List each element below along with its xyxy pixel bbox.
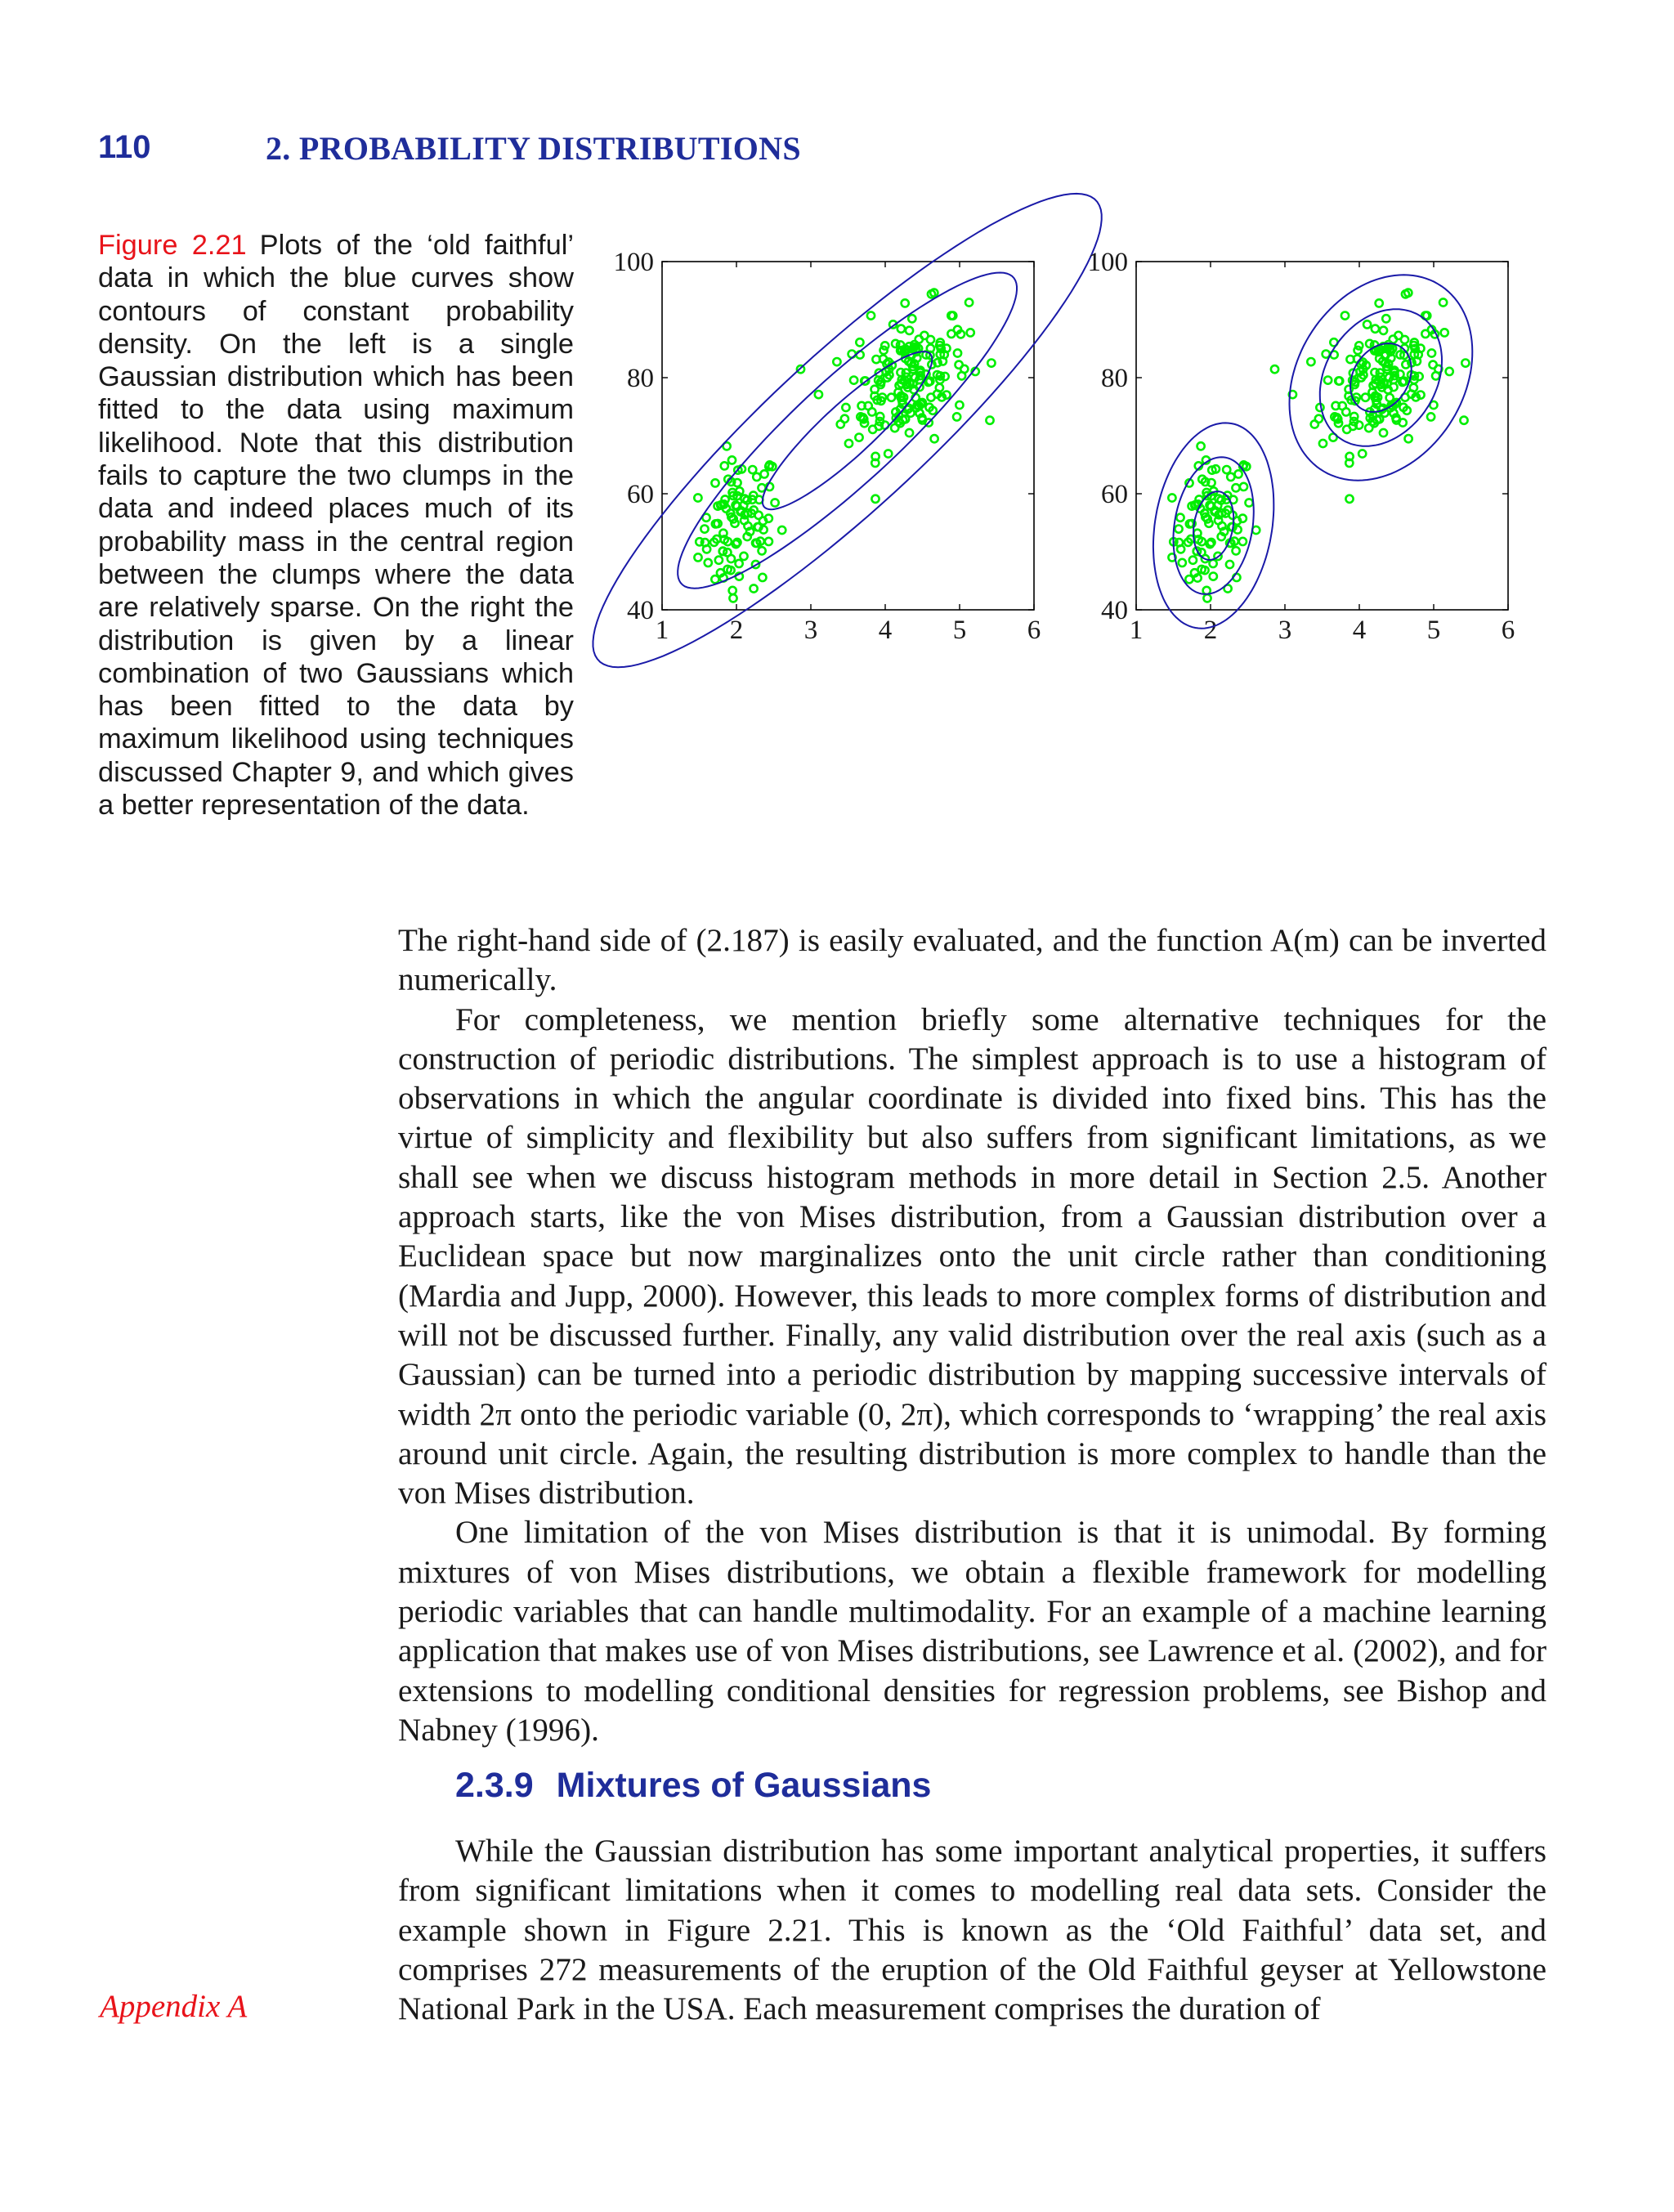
plot-mixture-gaussians-svg	[1079, 249, 1520, 674]
x-tick-label: 4	[878, 616, 893, 645]
x-tick-label: 3	[1278, 616, 1292, 645]
body-text-main	[398, 921, 1546, 1750]
x-tick-label: 4	[1352, 616, 1367, 645]
x-tick-label: 6	[1501, 616, 1515, 645]
x-tick-label: 1	[655, 616, 669, 645]
y-tick-label: 60	[1101, 480, 1128, 509]
running-head: 2. PROBABILITY DISTRIBUTIONS	[266, 130, 801, 167]
section-title: Mixtures of Gaussians	[556, 1766, 932, 1805]
section-heading	[455, 1766, 931, 1806]
x-tick-label: 2	[1203, 616, 1218, 645]
section-body	[398, 1832, 1546, 2029]
y-tick-label: 40	[1101, 596, 1128, 625]
y-tick-label: 100	[613, 248, 654, 277]
section-paragraph: While the Gaussian distribution has some important analytical properties, it suffers from significant limitations when it comes to modelling real data sets. Consider the example shown in Figure 2.21. This is known as the ‘Old Faithful’ data set, and comprises 272 measurements of the eruption of the Old Faithful geyser at Yellowstone National Park in the USA. Each measurement comprises the duration of	[398, 1834, 1546, 2027]
x-tick-label: 2	[729, 616, 744, 645]
y-tick-label: 40	[627, 596, 654, 625]
paragraph-1: The right-hand side of (2.187) is easily evaluated, and the function A(m) can be inverted numerically.	[398, 923, 1546, 998]
paragraph-2: For completeness, we mention briefly some alternative techniques for the construction of periodic distributions. The simplest approach is to use a histogram of observations in which the angular coordinate is divided into fixed bins. This has the virtue of simplicity and flexibility but also suffers from significant limitations, as we shall see when we discuss histogram methods in more detail in Section 2.5. Another approach starts, like the von Mises distribution, from a Gaussian distribution over a Euclidean space but now marginalizes onto the unit circle rather than conditioning (Mardia and Jupp, 2000). However, this leads to more complex forms of distribution and will not be discussed further. Finally, any valid distribution over the real axis (such as a Gaussian) can be turned into a periodic distribution by mapping successive intervals of width 2π onto the periodic variable (0, 2π), which corresponds to ‘wrapping’ the real axis around unit circle. Again, the resulting distribution is more complex to handle than the von Mises distribution.	[398, 1001, 1546, 1511]
x-tick-label: 1	[1129, 616, 1144, 645]
y-tick-label: 100	[1087, 248, 1128, 277]
y-tick-label: 60	[627, 480, 654, 509]
figure-caption-text: Plots of the ‘old faithful’ data in which the blue curves show contours of constant probability density. On the left is a single Gaussian distribution which has been fitted to the data using maximum likelihood. Note that this distribution fails to capture the two clumps in the data and indeed places much of its probability mass in the central region between the clumps where the data are relatively sparse. On the right the distribution is given by a linear combination of two Gaussians which has been fitted to the data by maximum likelihood using techniques discussed Chapter 9, and which gives a better representation of the data.	[98, 230, 574, 822]
plot-single-gaussian-svg	[605, 249, 1046, 674]
page-header	[98, 129, 1602, 178]
x-tick-label: 5	[952, 616, 967, 645]
y-tick-label: 80	[627, 364, 654, 393]
margin-note-appendix: Appendix A	[100, 1989, 248, 2024]
plot-mixture-gaussians	[1079, 249, 1520, 678]
figure-caption	[98, 229, 574, 822]
y-tick-label: 80	[1101, 364, 1128, 393]
page-number: 110	[98, 129, 151, 165]
figure-label: Figure 2.21	[98, 230, 247, 261]
section-number: 2.3.9	[455, 1766, 534, 1805]
x-tick-label: 5	[1426, 616, 1441, 645]
x-tick-label: 3	[803, 616, 818, 645]
paragraph-3: One limitation of the von Mises distribution is that it is unimodal. By forming mixtures of von Mises distributions, we obtain a flexible framework for modelling periodic variables that can handle multimodality. For an example of a machine learning application that makes use of von Mises distributions, see Lawrence et al. (2002), and for extensions to modelling conditional densities for regression problems, see Bishop and Nabney (1996).	[398, 1515, 1546, 1748]
plot-single-gaussian	[605, 249, 1046, 678]
x-tick-label: 6	[1027, 616, 1041, 645]
